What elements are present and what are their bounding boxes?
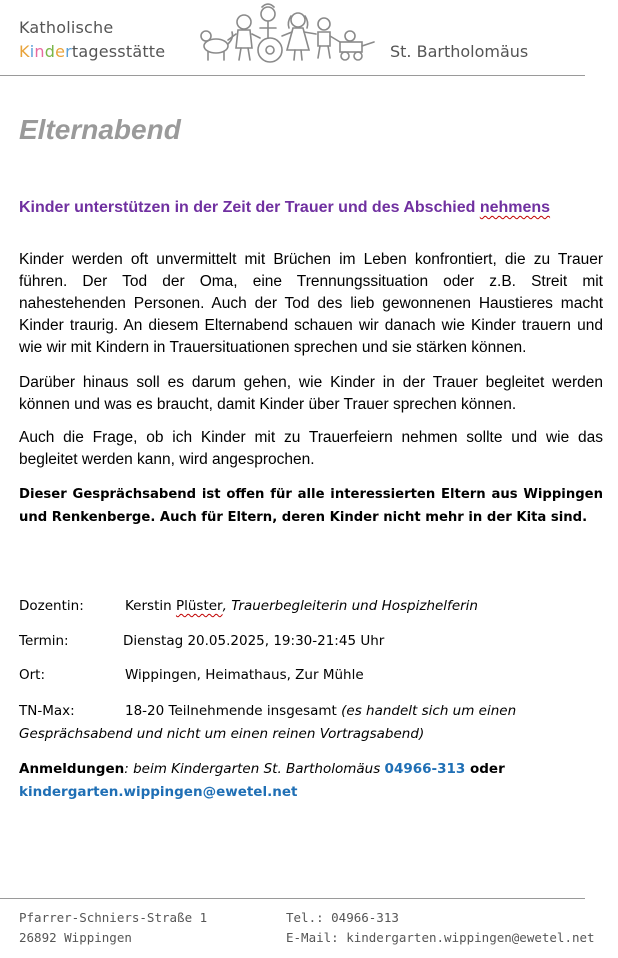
paragraph-funeral: Auch die Frage, ob ich Kinder mit zu Trauerfeiern nehmen sollte und wie das begleitet werden kann, wird angesprochen. xyxy=(19,429,603,468)
footer-street: Pfarrer-Schniers-Straße 1 xyxy=(19,910,208,925)
registration-text: beim Kindergarten St. Bartholomäus xyxy=(128,761,385,777)
dozent-first-name: Kerstin xyxy=(125,598,176,614)
footer-city: 26892 Wippingen xyxy=(19,930,132,945)
ort-label: Ort: xyxy=(19,667,46,683)
subtitle-misspelled-word: nehmens xyxy=(479,199,551,216)
termin-label: Termin: xyxy=(19,633,69,649)
subtitle-text: Kinder unterstützen in der Zeit der Trauer und des Abschied xyxy=(19,199,480,216)
tn-value xyxy=(125,703,516,719)
registration-line xyxy=(19,761,505,777)
footer-email[interactable]: E-Mail: kindergarten.wippingen@ewetel.net xyxy=(286,930,595,945)
org-name-line2-rest: tagesstätte xyxy=(71,42,166,61)
event-subtitle xyxy=(19,199,550,217)
dozent-label: Dozentin: xyxy=(19,598,84,614)
letterhead xyxy=(0,0,618,78)
audience-note: Dieser Gesprächsabend ist offen für alle interessierten Eltern aus Wippingen und Renkenberge. Auch für Eltern, deren Kinder nicht mehr in der Kita sind. xyxy=(19,487,603,525)
tn-count: 18-20 Teilnehmende insgesamt xyxy=(125,703,342,719)
registration-email-link[interactable]: kindergarten.wippingen@ewetel.net xyxy=(19,784,298,800)
registration-label: Anmeldungen xyxy=(19,761,125,777)
termin-value: Dienstag 20.05.2025, 19:30-21:45 Uhr xyxy=(123,633,385,649)
org-name-line1: Katholische xyxy=(19,18,114,37)
kinder-letter: K xyxy=(19,42,30,61)
dozent-last-name: Plüster xyxy=(175,598,223,614)
footer-tel: Tel.: 04966-313 xyxy=(286,910,399,925)
tn-note-part1: (es handelt sich um einen xyxy=(341,703,517,719)
registration-phone[interactable]: 04966-313 xyxy=(384,761,466,777)
dozent-value xyxy=(125,598,478,614)
colored-kinder-word xyxy=(19,42,72,61)
children-drawing-icon xyxy=(198,2,382,66)
header-divider xyxy=(0,75,585,76)
kinder-letter: n xyxy=(34,42,45,61)
footer-divider xyxy=(0,898,585,899)
registration-oder: oder xyxy=(465,761,505,777)
tn-label: TN-Max: xyxy=(19,703,75,719)
parish-name: St. Bartholomäus xyxy=(390,42,529,61)
kinder-letter: r xyxy=(65,42,72,61)
kinder-letter: e xyxy=(55,42,66,61)
paragraph-intro: Kinder werden oft unvermittelt mit Brüchen im Leben konfrontiert, die zu Trauer führen. Der Tod der Oma, eine Trennungssituation oder z.B. Streit mit nahestehenden Personen. Auch der Tod des lieb gewonnenen Haustieres macht Kinder traurig. An diesem Elternabend schauen wir danach wie Kinder trauern und wie wir mit Kindern in Trauersituationen sprechen und sie stärken können. xyxy=(19,251,603,356)
org-name-line2 xyxy=(19,42,165,61)
tn-note-part2: Gesprächsabend und nicht um einen reinen Vortragsabend) xyxy=(19,726,425,742)
kinder-letter: d xyxy=(44,42,56,61)
dozent-role: , Trauerbegleiterin und Hospizhelferin xyxy=(222,598,478,614)
page-title: Elternabend xyxy=(19,114,181,145)
paragraph-accompaniment: Darüber hinaus soll es darum gehen, wie Kinder in der Trauer begleitet werden können und was es braucht, damit Kinder über Trauer sprechen können. xyxy=(19,374,603,413)
registration-colon: : xyxy=(124,761,129,777)
kinder-letter: i xyxy=(29,42,35,61)
ort-value: Wippingen, Heimathaus, Zur Mühle xyxy=(125,667,364,683)
